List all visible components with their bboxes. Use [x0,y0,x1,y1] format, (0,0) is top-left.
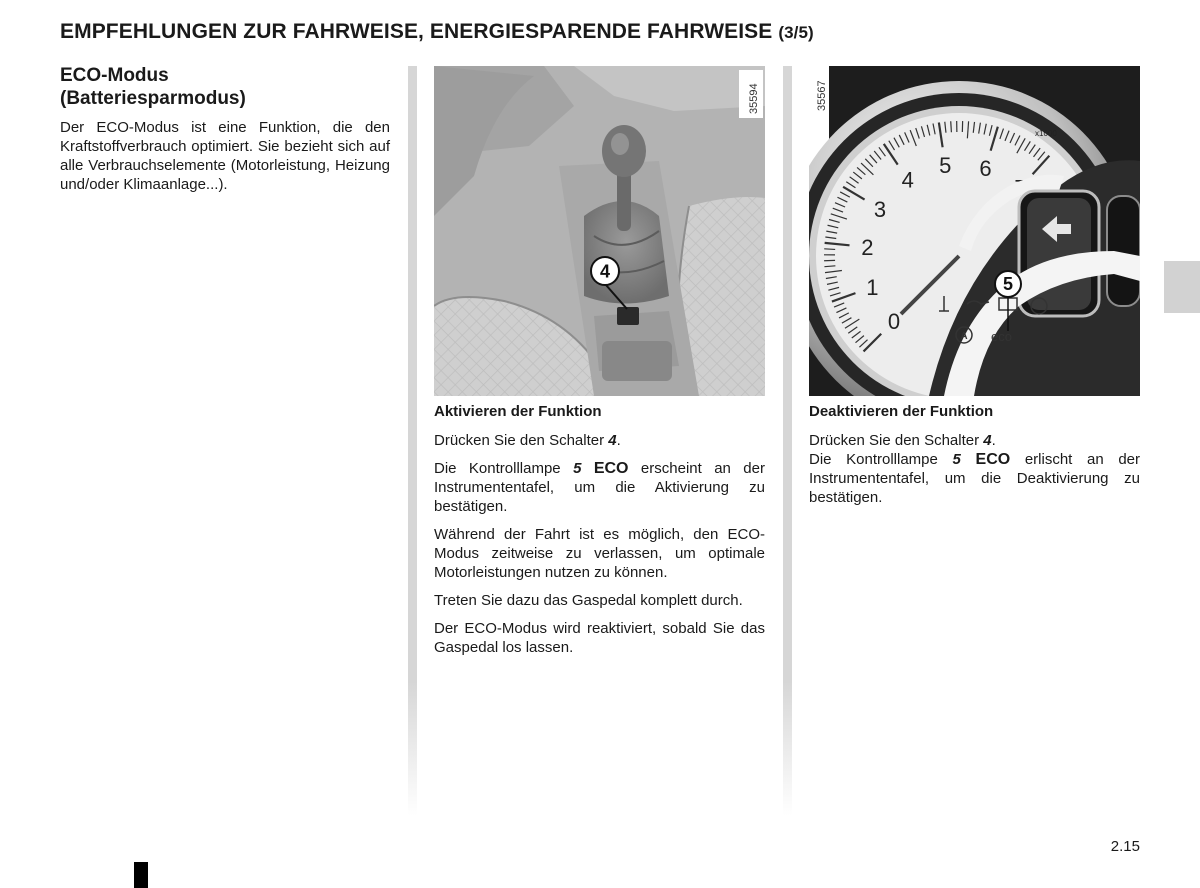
page-number: 2.15 [1110,838,1140,855]
deactivate-step-1: Drücken Sie den Schalter 4. [809,432,996,449]
tachometer-number: 6 [979,155,992,181]
column-divider-left [408,66,417,816]
activate-column [434,402,765,666]
figure-left-ref: 35594 [748,83,760,114]
tachometer-unit: x1000 [1035,129,1057,138]
eco-label: ECO [593,460,629,477]
page-header [60,20,814,44]
figure-instrument-cluster [809,66,1140,396]
intro-text-block [60,118,390,194]
print-marker [134,862,148,888]
deactivate-heading: Deaktivieren der Funktion [809,403,994,420]
section-heading-line1: ECO-Modus [60,65,169,86]
svg-text:A: A [960,331,968,342]
callout-4-label: 4 [599,261,611,282]
activate-heading: Aktivieren der Funktion [434,403,602,420]
tachometer-number: 2 [861,235,874,261]
activate-step-3: Während der Fahrt ist es möglich, den ECO-Modus zeitweise zu verlassen, um optimale Motorleistungen nutzen zu können. [434,526,765,581]
lamp-ref: 5 [573,460,582,477]
callout-5-label: 5 [1002,274,1014,294]
chapter-tab [1164,261,1200,313]
tachometer-number: 4 [901,167,914,193]
page-part-indicator: (3/5) [778,23,814,42]
activate-step-2: Die Kontrolllampe 5 ECO erscheint an der Instrumententafel, um die Aktivierung zu bestätigen. [434,460,765,515]
figure-gear-console [434,66,765,396]
section-heading-line2: (Batteriesparmodus) [60,88,246,109]
deactivate-column [809,402,1140,516]
page-title: EMPFEHLUNGEN ZUR FAHRWEISE, ENERGIESPARENDE FAHRWEISE [60,20,773,43]
tachometer-number: 0 [887,309,901,335]
switch-ref: 4 [608,432,617,449]
tachometer-number: 3 [873,196,887,222]
instrument-cluster-illustration [809,66,1140,396]
gear-console-illustration [434,66,765,396]
activate-step-5: Der ECO-Modus wird reaktiviert, sobald Sie das Gaspedal los lassen. [434,620,765,656]
tachometer-number: 5 [939,153,952,179]
column-divider-right [783,66,792,816]
activate-step-4: Treten Sie dazu das Gaspedal komplett durch. [434,592,743,609]
section-heading [60,64,390,110]
eco-warning-lamp: eco [991,329,1012,344]
tachometer-tick [951,121,952,132]
eco-switch [617,307,639,325]
deactivate-step-2: Die Kontrolllampe 5 ECO erlischt an der Instrumententafel, um die Deaktivierung zu bestätigen. [809,451,1140,506]
intro-column [60,64,390,203]
activate-step-1: Drücken Sie den Schalter 4. [434,432,621,449]
tachometer-tick [824,249,835,250]
lamp-ref: 5 [952,451,961,468]
intro-paragraph: Der ECO-Modus ist eine Funktion, die den Kraftstoffverbrauch optimiert. Sie bezieht sich auf alle Verbrauchselemente (Motorleistung, Heizung und/oder Klimaanlage...). [60,119,390,193]
figure-right-ref: 35567 [816,80,828,111]
eco-label: ECO [975,451,1011,468]
tachometer-number: 1 [866,275,879,301]
switch-ref: 4 [983,432,992,449]
